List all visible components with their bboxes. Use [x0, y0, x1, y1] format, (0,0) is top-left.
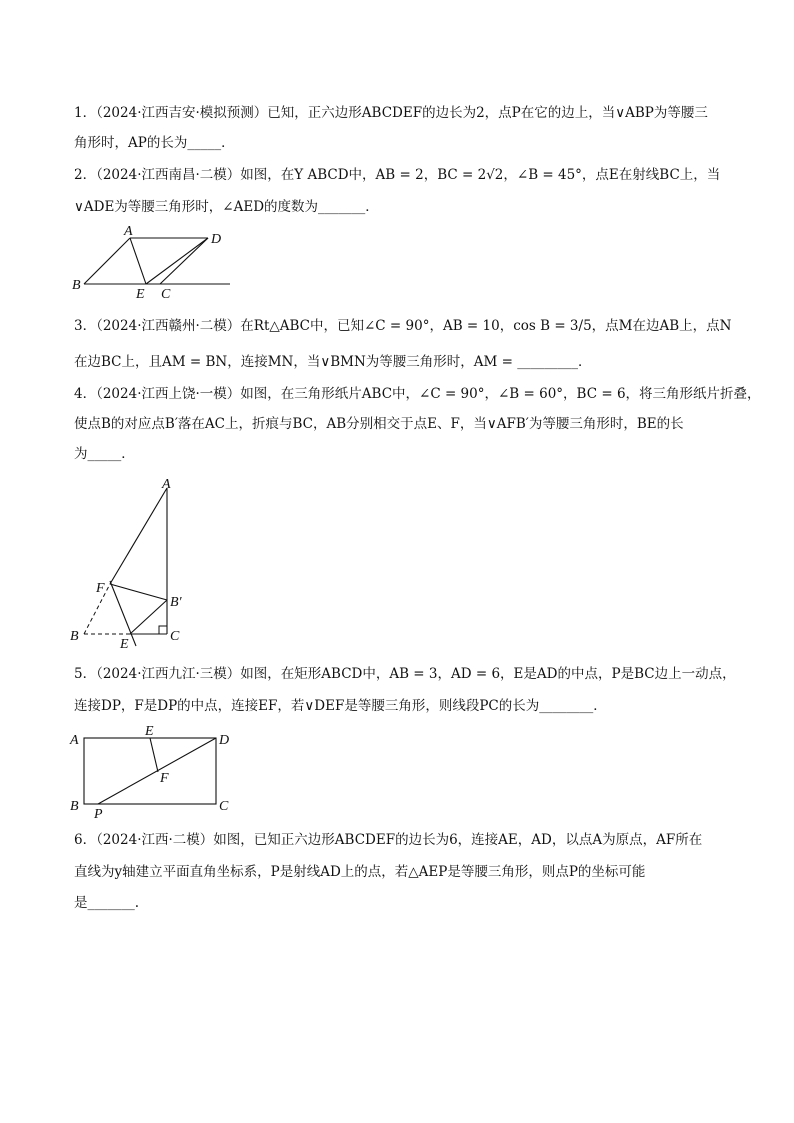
- problem-2-line-2: ∨ADE为等腰三角形时，∠AED的度数为_______．: [74, 199, 379, 215]
- figure-label-b: B: [70, 629, 79, 644]
- problem-3-line-2: 在边BC上，且AM = BN，连接MN，当∨BMN为等腰三角形时，AM = _________．: [74, 354, 592, 370]
- figure-label-f: F: [160, 771, 169, 786]
- figure-label-e: E: [120, 637, 129, 652]
- problem-6-line-3: 是_______.: [74, 895, 140, 911]
- figure-label-c: C: [170, 629, 180, 644]
- problem-5-line-1: 5．（2024·江西九江·三模）如图，在矩形ABCD中，AB = 3，AD = 6，E是AD的中点，P是BC边上一动点，: [74, 666, 736, 682]
- figure-label-p: P: [94, 807, 103, 818]
- figure-label-e: E: [136, 287, 145, 300]
- problem-6-line-2: 直线为y轴建立平面直角坐标系，P是射线AD上的点，若△AEP是等腰三角形，则点P的坐标可能: [74, 864, 646, 880]
- figure-label-e: E: [145, 724, 154, 739]
- problem-5-figure: [66, 722, 242, 818]
- figure-label-a: A: [124, 224, 133, 239]
- figure-label-d: D: [219, 733, 230, 748]
- figure-label-d: D: [211, 232, 222, 247]
- problem-4-line-3: 为_____．: [74, 446, 135, 462]
- problem-2-figure: [68, 222, 240, 300]
- problem-1-line-1: 1．（2024·江西吉安·模拟预测）已知，正六边形ABCDEF的边长为2，点P在它的边上，当∨ABP为等腰三: [74, 105, 708, 121]
- figure-label-a: A: [70, 733, 79, 748]
- figure-label-b: B: [72, 278, 81, 293]
- problem-4-line-1: 4．（2024·江西上饶·一模）如图，在三角形纸片ABC中，∠C = 90°，∠B = 60°，BC = 6，将三角形纸片折叠，: [74, 386, 761, 402]
- problem-5-line-2: 连接DP，F是DP的中点，连接EF，若∨DEF是等腰三角形，则线段PC的长为________．: [74, 698, 607, 714]
- figure-label-f: F: [96, 581, 105, 596]
- figure-label-a: A: [162, 477, 171, 492]
- figure-label-c: C: [161, 287, 171, 300]
- problem-4-line-2: 使点B的对应点B′落在AC上，折痕与BC，AB分别相交于点E、F，当∨AFB′为等腰三角形时，BE的长: [74, 416, 684, 432]
- problem-6-line-1: 6．（2024·江西·二模）如图，已知正六边形ABCDEF的边长为6，连接AE，AD，以点A为原点，AF所在: [74, 832, 703, 848]
- problem-4-figure: [66, 474, 196, 654]
- figure-label-b: B: [70, 799, 79, 814]
- problem-3-line-1: 3．（2024·江西赣州·二模）在Rt△ABC中，已知∠C = 90°，AB = 10，cos B = 3/5，点M在边AB上，点N: [74, 318, 732, 334]
- figure-label-c: C: [219, 799, 229, 814]
- problem-1-line-2: 角形时，AP的长为_____．: [74, 135, 235, 151]
- figure-label-b-prime: B′: [170, 595, 182, 610]
- problem-2-line-1: 2．（2024·江西南昌·二模）如图，在Y ABCD中，AB = 2，BC = 2√2，∠B = 45°，点E在射线BC上，当: [74, 167, 721, 183]
